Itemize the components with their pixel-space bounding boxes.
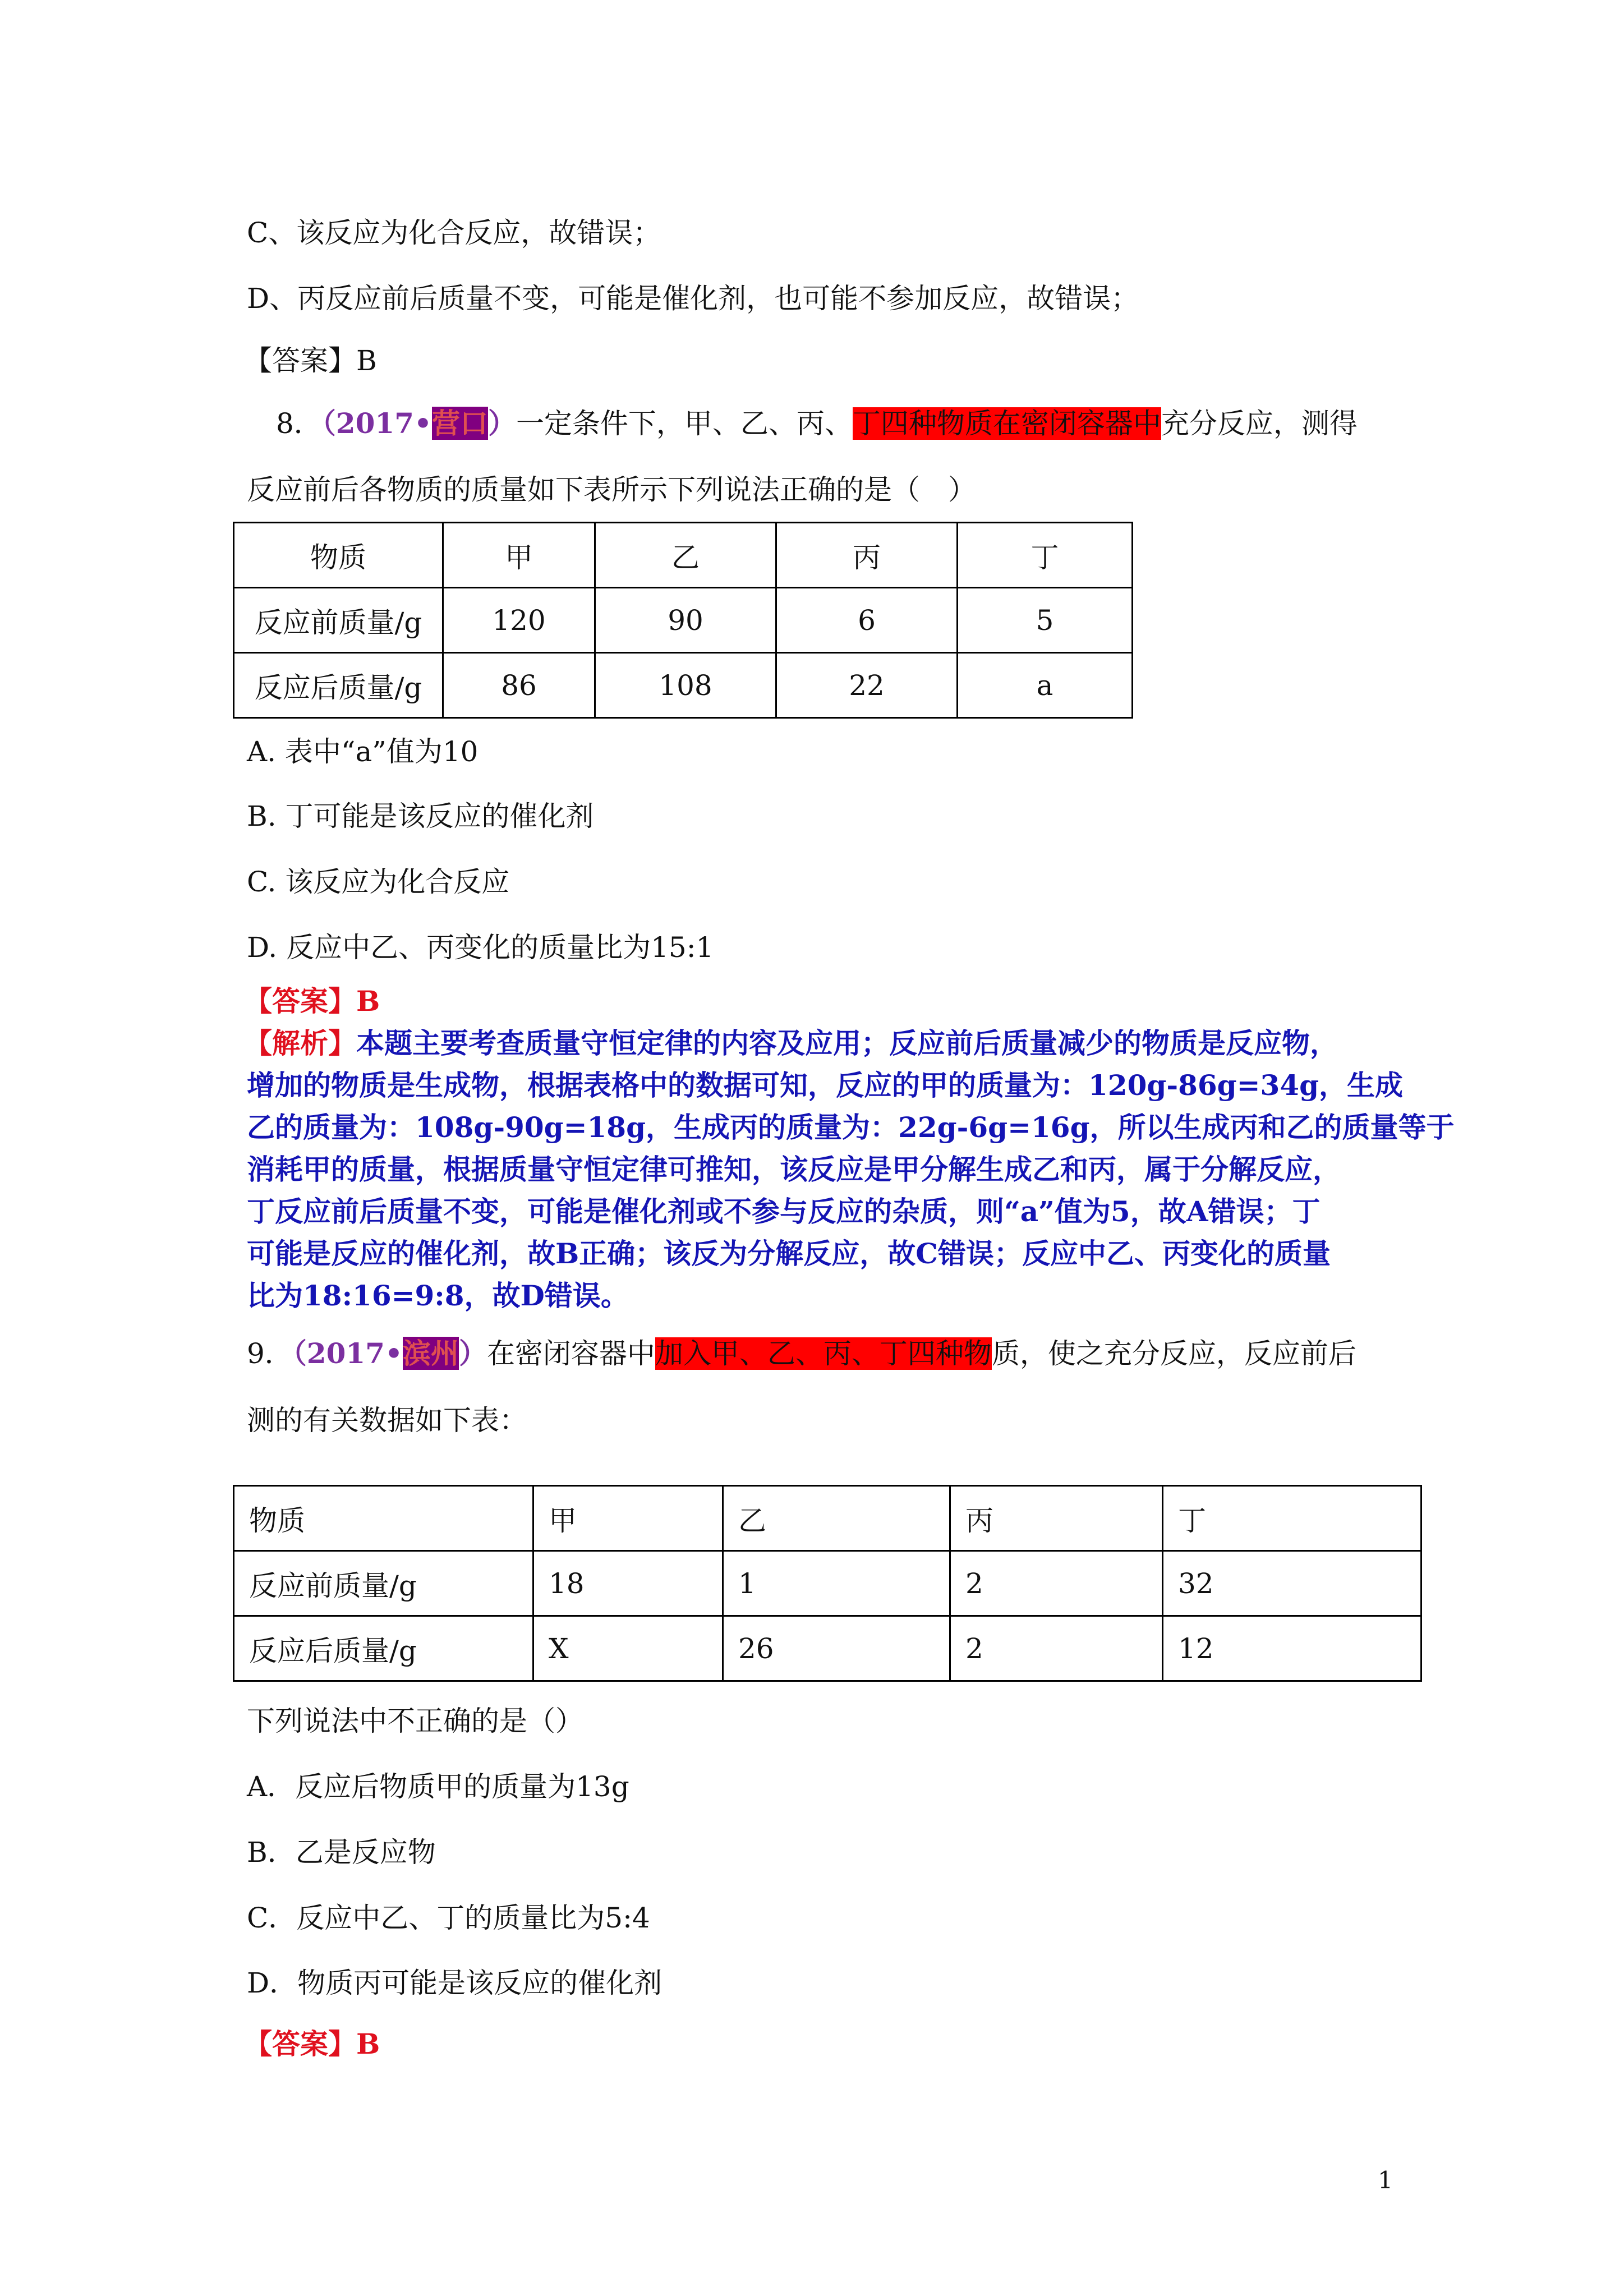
q9-option-c: C．反应中乙、丁的质量比为5:4 (247, 1902, 650, 1934)
table-row (234, 1551, 1421, 1616)
table-cell: 乙 (723, 1486, 950, 1551)
table-cell: 丁 (1163, 1486, 1421, 1551)
q8-number: 8． (276, 407, 322, 440)
analysis-label: 【解析】 (244, 1027, 356, 1060)
table-row (234, 653, 1133, 718)
q8-option-a: A. 表中“a”值为10 (247, 735, 479, 768)
q8-option-b: B. 丁可能是该反应的催化剂 (247, 800, 594, 832)
q8-analysis-line: 消耗甲的质量，根据质量守恒定律可推知，该反应是甲分解生成乙和丙，属于分解反应， (247, 1153, 1341, 1186)
table-cell: 32 (1163, 1551, 1421, 1616)
q9-source-close: ） (458, 1337, 487, 1370)
q8-analysis-line: 丁反应前后质量不变，可能是催化剂或不参与反应的杂质，则“a”值为5，故A错误；丁 (247, 1195, 1321, 1228)
q9-option-a: A．反应后物质甲的质量为13g (247, 1770, 629, 1803)
table-cell: 90 (595, 588, 776, 653)
q8-option-d: D. 反应中乙、丙变化的质量比为15:1 (247, 931, 714, 964)
table-cell: 2 (950, 1551, 1163, 1616)
q9-option-d: D．物质丙可能是该反应的催化剂 (247, 1967, 663, 1999)
table-header-row (234, 523, 1133, 588)
table-row (234, 1616, 1421, 1681)
q8-source-close: ） (487, 407, 516, 440)
table-cell: 甲 (533, 1486, 723, 1551)
table-cell: 6 (776, 588, 958, 653)
q9-source-place: 滨州 (402, 1337, 459, 1370)
previous-answer: 【答案】B (244, 344, 377, 377)
q8-stem-a: 一定条件下，甲、乙、丙、 (516, 407, 853, 440)
q9-number: 9． (247, 1337, 293, 1370)
q8-analysis-line: 可能是反应的催化剂，故B正确；该反为分解反应，故C错误；反应中乙、丙变化的质量 (247, 1237, 1331, 1270)
q8-source-open: （2017• (321, 407, 432, 440)
table-header-row (234, 1486, 1421, 1551)
q9-stem-a: 在密闭容器中 (486, 1337, 655, 1370)
q8-mass-table (233, 522, 1133, 719)
q9-answer: 【答案】B (244, 2027, 380, 2060)
table-cell: 12 (1163, 1616, 1421, 1681)
q8-answer: 【答案】B (244, 984, 380, 1018)
q8-analysis-line: 乙的质量为：108g-90g=18g，生成丙的质量为：22g-6g=16g，所以生成丙和乙的质量等于 (247, 1111, 1455, 1144)
page-number: 1 (1378, 2166, 1393, 2194)
table-cell: 26 (723, 1616, 950, 1681)
table-cell: 108 (595, 653, 776, 718)
option-d-explanation: D、丙反应前后质量不变，可能是催化剂，也可能不参加反应，故错误； (247, 282, 1139, 315)
q9-stem-highlight: 加入甲、乙、丙、丁四种物 (655, 1337, 992, 1370)
table-cell: 18 (533, 1551, 723, 1616)
table-cell: X (533, 1616, 723, 1681)
q9-option-b: B．乙是反应物 (247, 1836, 436, 1869)
table-cell: 5 (958, 588, 1133, 653)
table-row (234, 588, 1133, 653)
table-cell: 乙 (595, 523, 776, 588)
q9-question: 下列说法中不正确的是（） (247, 1705, 583, 1737)
q8-stem-highlight: 丁四种物质在密闭容器中 (852, 407, 1161, 440)
table-cell: 反应前质量/g (234, 1551, 533, 1616)
q8-source-place: 营口 (431, 407, 488, 440)
table-cell: 丙 (776, 523, 958, 588)
q9-source-open: （2017• (292, 1337, 403, 1370)
q8-analysis-line: 【解析】本题主要考查质量守恒定律的内容及应用；反应前后质量减少的物质是反应物， (244, 1027, 1338, 1060)
table-cell: a (958, 653, 1133, 718)
q9-stem-line2: 测的有关数据如下表： (247, 1404, 527, 1437)
table-cell: 甲 (443, 523, 595, 588)
table-cell: 物质 (234, 523, 443, 588)
table-cell: 丙 (950, 1486, 1163, 1551)
table-cell: 反应后质量/g (234, 1616, 533, 1681)
q8-stem-b: 充分反应，测得 (1161, 407, 1358, 440)
table-cell: 1 (723, 1551, 950, 1616)
q8-analysis-line: 增加的物质是生成物，根据表格中的数据可知，反应的甲的质量为：120g-86g=34g，生成 (247, 1069, 1404, 1102)
table-cell: 86 (443, 653, 595, 718)
table-cell: 22 (776, 653, 958, 718)
q9-stem-b: 质，使之充分反应，反应前后 (991, 1337, 1356, 1370)
q9-mass-table (233, 1485, 1422, 1682)
q8-analysis-line: 比为18:16=9:8，故D错误。 (247, 1279, 629, 1312)
q8-option-c: C. 该反应为化合反应 (247, 866, 510, 898)
q9-stem-line1 (247, 1334, 1356, 1373)
table-cell: 反应后质量/g (234, 653, 443, 718)
q8-stem-line2: 反应前后各物质的质量如下表所示下列说法正确的是（ ） (247, 473, 976, 506)
table-cell: 物质 (234, 1486, 533, 1551)
option-c-explanation: C、该反应为化合反应，故错误； (247, 217, 661, 249)
table-cell: 反应前质量/g (234, 588, 443, 653)
table-cell: 丁 (958, 523, 1133, 588)
table-cell: 2 (950, 1616, 1163, 1681)
q8-stem-line1 (276, 404, 1358, 443)
table-cell: 120 (443, 588, 595, 653)
